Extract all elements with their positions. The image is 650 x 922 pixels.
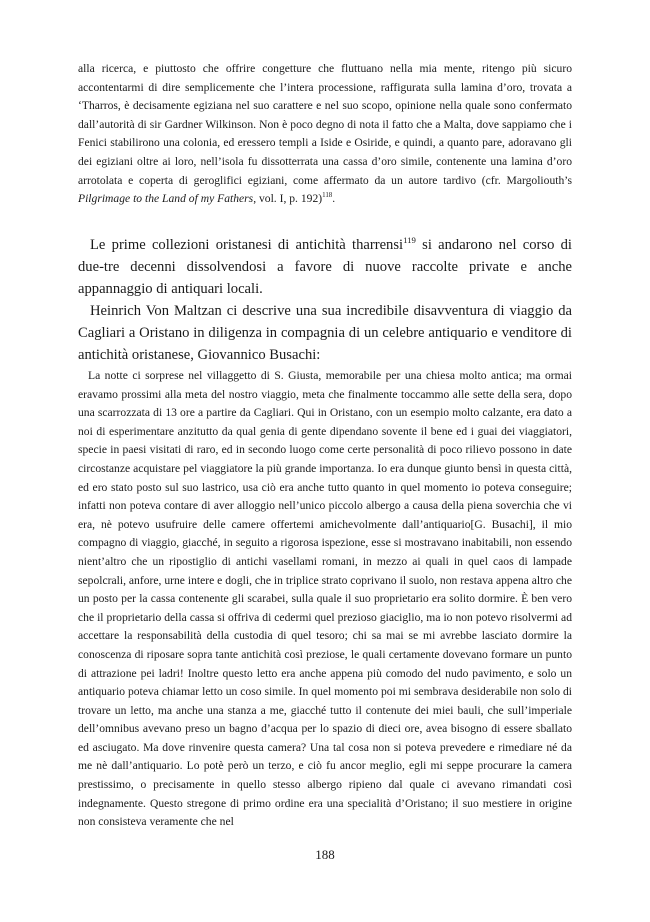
quote-continuation: alla ricerca, e piuttosto che offrire congetture che fluttuano nella mia mente, ritengo più sicuro accontentarmi di dire semplicemente che l’intera processione, raffigurata sulla lamina d’oro, trovata a ‘Tharros, è decisamente egiziana nel suo carattere e nel suo scopo, opinione nella quale sono confermato dall’autorità di sir Gardner Wilkinson. Non è poco degno di nota il fatto che a Malta, dove sappiamo che i Fenici stabilirono una colonia, ed eressero templi a Iside e Osiride, e quindi, a quanto pare, adoravano gli dei egiziani oltre ai loro, nell’isola fu dissotterrata una cassa d’oro simile, contenente una lamina d’oro arrotolata e coperta di geroglifici egiziani, come affermato da un autore tardivo (cfr. Margoliouth’s Pilgrimage to the Land of my Fathers, vol. I, p. 192)$^{118}$. (78, 62, 572, 206)
body-paragraph-2: Heinrich Von Maltzan ci descrive una sua incredibile disavventura di viaggio da Cagliari a Oristano in diligenza in compagnia di un celebre antiquario e venditore di antichità oristanese, Giovannico Busachi: (78, 303, 572, 363)
quote1-text: alla ricerca, e piuttosto che offrire congetture che fluttuano nella mia mente, ritengo più sicuro accontentarmi di dire semplicemente che l’intera processione, raffigurata sulla lamina d’oro, trovata a ‘Tharros, è decisamente egiziana nel suo carattere e nel suo scopo, opinione nella quale sono confermato dall’autorità di sir Gardner Wilkinson. Non è poco degno di nota il fatto che a Malta, dove sappiamo che i Fenici stabilirono una colonia, ed eressero templi a Iside e Osiride, e quindi, a quanto pare, adoravano gli dei egiziani oltre ai loro, nell’isola fu dissotterrata una cassa d’oro simile, contenente una lamina d’oro arrotolata e coperta di geroglifici egiziani, come affermato da un autore tardivo (cfr. Margoliouth’s (78, 62, 572, 187)
block-quote-maltzan: La notte ci sorprese nel villaggetto di S. Giusta, memorabile per una chiesa molto antica; ma ormai eravamo prossimi alla meta del nostro viaggio, meta che finalmente toccammo alle sette della sera, dopo una scarrozzata di 13 ore a partire da Cagliari. Qui in Oristano, con un esempio molto calzante, era dato a noi di esperimentare anzitutto da qual genia di gente dipendano sovente il bene ed i guai dei viaggiatori, specie in paesi visitati di raro, ed in secondo luogo come certe personalità di poco rilievo possono in date circostanze acquistare pel viaggiatore la più grande importanza. Io era dunque giunto bensì in questa città, ed ero stato posto sul suo lastrico, usa ciò era anche tutto quanto in quel momento io poteva conseguire; infatti non poteva contare di aver alloggio nell’unico piccolo albergo a causa della piena soverchia che vi era, nè potevo usufruire delle camere offertemi amichevolmente dall’antiquario[G. Busachi], il mio compagno di viaggio, giacché, in seguito a rigorosa ispezione, esse si mostravano inabitabili, non essendo nient’altro che un ripostiglio di antichi vasellami romani, in mezzo ai quali in quel caos di lampade sepolcrali, anfore, urne intere e dogli, che in triplice strato coprivano il suolo, non restava appena altro che un posto per la cassa contenente gli scarabei, sulla quale il suo proprietario era solito dormire. È ben vero che il proprietario della cassa si offriva di cedermi quel prezioso giaciglio, ma io non potevo risolvermi ad accettare la responsabilità della custodia di quel tesoro; chi sa mai se mi avrebbe lasciato dormire la conoscenza di riposare sopra tante antichità così preziose, le quali certamente dovevano formare un punto di attrazione pei ladri! Inoltre questo letto era anche appena più comodo del nudo pavimento, e solo un antiquario poteva chiamar letto un coso simile. In quel momento poi mi sembrava desiderabile non solo di trovare un letto, ma anche una stanza a me, giacché tutto il contenute dei miei bauli, che sull’imperiale dell’omnibus avevano preso un bagno d’acqua per lo spazio di dieci ore, avea bisogno di essere sballato ed asciugato. Ma dove rinvenire questa camera? Una tal cosa non si poteva prevedere e rimediare né da me nè dall’antiquario. Lo potè però un terzo, e ciò fu ancor meglio, egli mi seppe procurare la camera prestissimo, o precisamente in quello stesso albergo ripieno dal quale ci avevano rimandati così indegnamente. Questo stregone di primo ordine era una specialità d’Oristano; il suo mestiere in origine non consisteva veramente che nel (78, 369, 572, 829)
body-paragraph-1: Le prime collezioni oristanesi di antichità tharrensi$^{119}$ si andarono nel corso di due-tre decenni dissolvendosi a favore di nuove raccolte private e anche appannaggio di antiquari locali. (78, 235, 572, 297)
page-number: 188 (315, 847, 335, 862)
footnote-ref-119[interactable]: 119 (403, 235, 416, 246)
quote1-text-after: , vol. I, p. 192) (253, 192, 323, 206)
footnote-ref-118[interactable]: 118 (322, 191, 333, 200)
book-title: Pilgrimage to the Land of my Fathers (78, 192, 254, 206)
